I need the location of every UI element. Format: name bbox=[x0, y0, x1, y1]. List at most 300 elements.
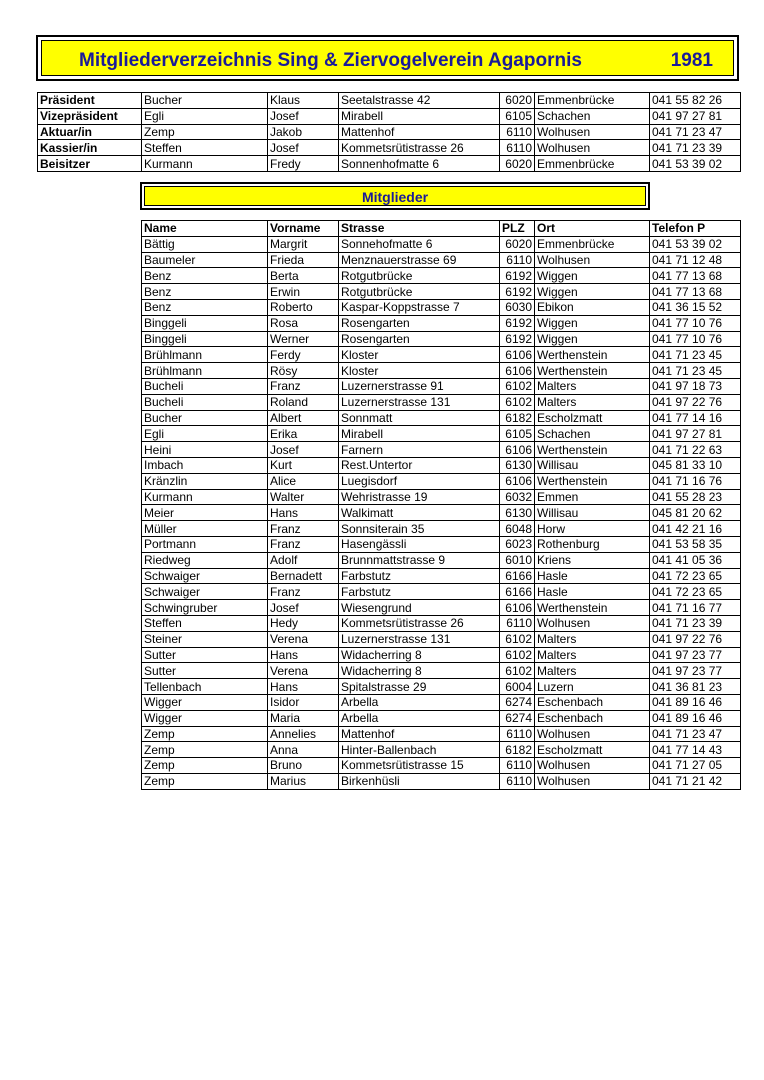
member-vorname: Verena bbox=[268, 631, 339, 647]
member-telefon: 041 97 22 76 bbox=[650, 394, 741, 410]
member-ort: Werthenstein bbox=[535, 363, 650, 379]
member-name: Heini bbox=[142, 442, 268, 458]
member-strasse: Rotgutbrücke bbox=[339, 268, 500, 284]
member-strasse: Rotgutbrücke bbox=[339, 284, 500, 300]
member-name: Kurmann bbox=[142, 489, 268, 505]
member-row bbox=[142, 284, 741, 300]
member-ort: Escholzmatt bbox=[535, 742, 650, 758]
member-telefon: 041 53 58 35 bbox=[650, 536, 741, 552]
member-telefon: 041 71 16 76 bbox=[650, 473, 741, 489]
board-vorname: Josef bbox=[268, 140, 339, 156]
member-plz: 6192 bbox=[500, 284, 535, 300]
member-telefon: 041 71 16 77 bbox=[650, 600, 741, 616]
members-heading-fill bbox=[144, 186, 646, 206]
member-ort: Eschenbach bbox=[535, 710, 650, 726]
member-telefon: 041 89 16 46 bbox=[650, 710, 741, 726]
member-strasse: Widacherring 8 bbox=[339, 647, 500, 663]
member-strasse: Walkimatt bbox=[339, 505, 500, 521]
member-strasse: Farbstutz bbox=[339, 568, 500, 584]
member-plz: 6106 bbox=[500, 363, 535, 379]
column-header-telefon: Telefon P bbox=[650, 221, 741, 237]
member-ort: Willisau bbox=[535, 505, 650, 521]
member-plz: 6130 bbox=[500, 505, 535, 521]
member-plz: 6192 bbox=[500, 315, 535, 331]
member-telefon: 045 81 33 10 bbox=[650, 457, 741, 473]
member-plz: 6130 bbox=[500, 457, 535, 473]
board-row bbox=[38, 124, 741, 140]
member-name: Schwaiger bbox=[142, 584, 268, 600]
member-ort: Werthenstein bbox=[535, 473, 650, 489]
member-strasse: Brunnmattstrasse 9 bbox=[339, 552, 500, 568]
member-plz: 6010 bbox=[500, 552, 535, 568]
member-strasse: Wiesengrund bbox=[339, 600, 500, 616]
member-row bbox=[142, 663, 741, 679]
board-row bbox=[38, 156, 741, 172]
member-strasse: Rest.Untertor bbox=[339, 457, 500, 473]
member-ort: Hasle bbox=[535, 584, 650, 600]
member-telefon: 041 77 14 43 bbox=[650, 742, 741, 758]
member-ort: Eschenbach bbox=[535, 694, 650, 710]
member-ort: Werthenstein bbox=[535, 347, 650, 363]
member-row bbox=[142, 347, 741, 363]
board-plz: 6020 bbox=[500, 156, 535, 172]
member-plz: 6048 bbox=[500, 521, 535, 537]
member-plz: 6166 bbox=[500, 568, 535, 584]
member-row bbox=[142, 600, 741, 616]
member-name: Egli bbox=[142, 426, 268, 442]
member-row bbox=[142, 710, 741, 726]
member-row bbox=[142, 252, 741, 268]
member-telefon: 041 42 21 16 bbox=[650, 521, 741, 537]
member-name: Binggeli bbox=[142, 331, 268, 347]
member-row bbox=[142, 457, 741, 473]
member-vorname: Albert bbox=[268, 410, 339, 426]
member-vorname: Hedy bbox=[268, 615, 339, 631]
member-telefon: 041 55 28 23 bbox=[650, 489, 741, 505]
member-telefon: 041 72 23 65 bbox=[650, 568, 741, 584]
member-row bbox=[142, 647, 741, 663]
member-vorname: Roberto bbox=[268, 299, 339, 315]
member-row bbox=[142, 552, 741, 568]
member-name: Binggeli bbox=[142, 315, 268, 331]
member-plz: 6110 bbox=[500, 252, 535, 268]
board-plz: 6110 bbox=[500, 124, 535, 140]
member-vorname: Werner bbox=[268, 331, 339, 347]
board-name: Egli bbox=[142, 108, 268, 124]
member-ort: Rothenburg bbox=[535, 536, 650, 552]
member-ort: Wolhusen bbox=[535, 773, 650, 789]
board-role: Aktuar/in bbox=[38, 124, 142, 140]
member-ort: Emmenbrücke bbox=[535, 236, 650, 252]
member-plz: 6182 bbox=[500, 742, 535, 758]
member-ort: Malters bbox=[535, 647, 650, 663]
member-ort: Wiggen bbox=[535, 284, 650, 300]
board-plz: 6020 bbox=[500, 93, 535, 109]
member-row bbox=[142, 473, 741, 489]
member-vorname: Kurt bbox=[268, 457, 339, 473]
member-row bbox=[142, 442, 741, 458]
member-row bbox=[142, 426, 741, 442]
member-telefon: 041 36 81 23 bbox=[650, 679, 741, 695]
member-vorname: Hans bbox=[268, 679, 339, 695]
member-plz: 6106 bbox=[500, 473, 535, 489]
board-vorname: Fredy bbox=[268, 156, 339, 172]
member-plz: 6106 bbox=[500, 442, 535, 458]
member-name: Benz bbox=[142, 284, 268, 300]
board-role: Kassier/in bbox=[38, 140, 142, 156]
member-name: Zemp bbox=[142, 758, 268, 774]
member-name: Bucheli bbox=[142, 394, 268, 410]
member-name: Zemp bbox=[142, 742, 268, 758]
member-vorname: Rosa bbox=[268, 315, 339, 331]
member-name: Müller bbox=[142, 521, 268, 537]
member-strasse: Kaspar-Koppstrasse 7 bbox=[339, 299, 500, 315]
member-row bbox=[142, 363, 741, 379]
member-plz: 6192 bbox=[500, 331, 535, 347]
member-telefon: 041 97 18 73 bbox=[650, 378, 741, 394]
member-telefon: 041 36 15 52 bbox=[650, 299, 741, 315]
member-plz: 6102 bbox=[500, 631, 535, 647]
member-ort: Werthenstein bbox=[535, 600, 650, 616]
column-header-strasse: Strasse bbox=[339, 221, 500, 237]
member-row bbox=[142, 489, 741, 505]
board-plz: 6110 bbox=[500, 140, 535, 156]
board-role: Beisitzer bbox=[38, 156, 142, 172]
board-telefon: 041 71 23 39 bbox=[650, 140, 741, 156]
member-row bbox=[142, 410, 741, 426]
board-ort: Emmenbrücke bbox=[535, 156, 650, 172]
member-vorname: Franz bbox=[268, 536, 339, 552]
member-name: Riedweg bbox=[142, 552, 268, 568]
member-name: Meier bbox=[142, 505, 268, 521]
member-telefon: 041 71 27 05 bbox=[650, 758, 741, 774]
member-telefon: 041 71 23 45 bbox=[650, 363, 741, 379]
members-heading-banner bbox=[140, 182, 650, 210]
member-telefon: 041 71 23 45 bbox=[650, 347, 741, 363]
board-strasse: Sonnenhofmatte 6 bbox=[339, 156, 500, 172]
column-header-vorname: Vorname bbox=[268, 221, 339, 237]
member-strasse: Wehristrasse 19 bbox=[339, 489, 500, 505]
member-telefon: 041 97 23 77 bbox=[650, 663, 741, 679]
member-name: Benz bbox=[142, 268, 268, 284]
members-table bbox=[141, 220, 741, 790]
member-name: Steiner bbox=[142, 631, 268, 647]
member-name: Zemp bbox=[142, 773, 268, 789]
member-vorname: Isidor bbox=[268, 694, 339, 710]
member-vorname: Annelies bbox=[268, 726, 339, 742]
member-strasse: Rosengarten bbox=[339, 315, 500, 331]
member-plz: 6102 bbox=[500, 663, 535, 679]
board-ort: Wolhusen bbox=[535, 124, 650, 140]
member-strasse: Birkenhüsli bbox=[339, 773, 500, 789]
member-plz: 6102 bbox=[500, 378, 535, 394]
member-ort: Wolhusen bbox=[535, 252, 650, 268]
board-strasse: Mattenhof bbox=[339, 124, 500, 140]
member-ort: Escholzmatt bbox=[535, 410, 650, 426]
member-telefon: 041 71 23 47 bbox=[650, 726, 741, 742]
member-row bbox=[142, 521, 741, 537]
member-telefon: 041 97 23 77 bbox=[650, 647, 741, 663]
board-role: Präsident bbox=[38, 93, 142, 109]
member-strasse: Kloster bbox=[339, 347, 500, 363]
member-telefon: 041 77 13 68 bbox=[650, 284, 741, 300]
member-telefon: 041 41 05 36 bbox=[650, 552, 741, 568]
member-vorname: Rösy bbox=[268, 363, 339, 379]
board-vorname: Klaus bbox=[268, 93, 339, 109]
member-vorname: Franz bbox=[268, 378, 339, 394]
member-row bbox=[142, 236, 741, 252]
member-plz: 6274 bbox=[500, 710, 535, 726]
member-strasse: Sonnmatt bbox=[339, 410, 500, 426]
member-plz: 6192 bbox=[500, 268, 535, 284]
member-vorname: Verena bbox=[268, 663, 339, 679]
member-strasse: Sonnehofmatte 6 bbox=[339, 236, 500, 252]
member-row bbox=[142, 505, 741, 521]
member-row bbox=[142, 726, 741, 742]
members-header-row bbox=[142, 221, 741, 237]
member-ort: Schachen bbox=[535, 426, 650, 442]
member-name: Sutter bbox=[142, 647, 268, 663]
member-plz: 6106 bbox=[500, 347, 535, 363]
board-vorname: Jakob bbox=[268, 124, 339, 140]
member-ort: Wiggen bbox=[535, 268, 650, 284]
member-ort: Malters bbox=[535, 394, 650, 410]
board-ort: Schachen bbox=[535, 108, 650, 124]
member-vorname: Anna bbox=[268, 742, 339, 758]
member-ort: Wolhusen bbox=[535, 615, 650, 631]
member-ort: Horw bbox=[535, 521, 650, 537]
member-strasse: Kommetsrütistrasse 26 bbox=[339, 615, 500, 631]
member-ort: Malters bbox=[535, 631, 650, 647]
member-row bbox=[142, 615, 741, 631]
member-plz: 6032 bbox=[500, 489, 535, 505]
member-ort: Willisau bbox=[535, 457, 650, 473]
member-name: Brühlmann bbox=[142, 363, 268, 379]
member-name: Benz bbox=[142, 299, 268, 315]
member-vorname: Franz bbox=[268, 521, 339, 537]
member-telefon: 041 97 22 76 bbox=[650, 631, 741, 647]
member-vorname: Hans bbox=[268, 647, 339, 663]
member-strasse: Menznauerstrasse 69 bbox=[339, 252, 500, 268]
member-ort: Emmen bbox=[535, 489, 650, 505]
column-header-name: Name bbox=[142, 221, 268, 237]
member-name: Sutter bbox=[142, 663, 268, 679]
member-ort: Hasle bbox=[535, 568, 650, 584]
member-telefon: 041 71 21 42 bbox=[650, 773, 741, 789]
title-banner bbox=[36, 35, 739, 81]
board-row bbox=[38, 93, 741, 109]
member-name: Imbach bbox=[142, 457, 268, 473]
member-plz: 6110 bbox=[500, 758, 535, 774]
page-title: Mitgliederverzeichnis Sing & Ziervogelverein Agapornis bbox=[79, 50, 582, 71]
member-ort: Wiggen bbox=[535, 331, 650, 347]
member-vorname: Frieda bbox=[268, 252, 339, 268]
member-strasse: Hasengässli bbox=[339, 536, 500, 552]
members-heading: Mitglieder bbox=[361, 189, 429, 205]
board-telefon: 041 55 82 26 bbox=[650, 93, 741, 109]
member-row bbox=[142, 631, 741, 647]
board-role: Vizepräsident bbox=[38, 108, 142, 124]
member-vorname: Berta bbox=[268, 268, 339, 284]
member-strasse: Mirabell bbox=[339, 426, 500, 442]
member-strasse: Spitalstrasse 29 bbox=[339, 679, 500, 695]
member-ort: Kriens bbox=[535, 552, 650, 568]
member-row bbox=[142, 378, 741, 394]
board-name: Steffen bbox=[142, 140, 268, 156]
member-plz: 6110 bbox=[500, 615, 535, 631]
member-row bbox=[142, 679, 741, 695]
board-strasse: Seetalstrasse 42 bbox=[339, 93, 500, 109]
member-name: Kränzlin bbox=[142, 473, 268, 489]
member-telefon: 041 89 16 46 bbox=[650, 694, 741, 710]
member-name: Schwingruber bbox=[142, 600, 268, 616]
member-plz: 6102 bbox=[500, 647, 535, 663]
board-telefon: 041 97 27 81 bbox=[650, 108, 741, 124]
board-plz: 6105 bbox=[500, 108, 535, 124]
member-ort: Wiggen bbox=[535, 315, 650, 331]
title-banner-fill bbox=[41, 40, 734, 76]
member-row bbox=[142, 268, 741, 284]
member-plz: 6102 bbox=[500, 394, 535, 410]
board-name: Zemp bbox=[142, 124, 268, 140]
member-ort: Malters bbox=[535, 663, 650, 679]
member-row bbox=[142, 299, 741, 315]
member-vorname: Josef bbox=[268, 442, 339, 458]
column-header-plz: PLZ bbox=[500, 221, 535, 237]
member-ort: Wolhusen bbox=[535, 726, 650, 742]
member-strasse: Rosengarten bbox=[339, 331, 500, 347]
page-year: 1981 bbox=[670, 50, 713, 71]
member-plz: 6105 bbox=[500, 426, 535, 442]
member-plz: 6166 bbox=[500, 584, 535, 600]
member-strasse: Farnern bbox=[339, 442, 500, 458]
member-strasse: Arbella bbox=[339, 710, 500, 726]
board-name: Kurmann bbox=[142, 156, 268, 172]
member-plz: 6182 bbox=[500, 410, 535, 426]
member-row bbox=[142, 773, 741, 789]
member-name: Wigger bbox=[142, 710, 268, 726]
member-strasse: Luzernerstrasse 91 bbox=[339, 378, 500, 394]
member-name: Bucheli bbox=[142, 378, 268, 394]
member-vorname: Adolf bbox=[268, 552, 339, 568]
member-ort: Luzern bbox=[535, 679, 650, 695]
member-row bbox=[142, 331, 741, 347]
member-telefon: 041 71 22 63 bbox=[650, 442, 741, 458]
member-plz: 6106 bbox=[500, 600, 535, 616]
member-plz: 6023 bbox=[500, 536, 535, 552]
member-row bbox=[142, 394, 741, 410]
member-strasse: Luzernerstrasse 131 bbox=[339, 394, 500, 410]
member-ort: Wolhusen bbox=[535, 758, 650, 774]
member-ort: Ebikon bbox=[535, 299, 650, 315]
member-telefon: 041 53 39 02 bbox=[650, 236, 741, 252]
member-row bbox=[142, 758, 741, 774]
member-vorname: Josef bbox=[268, 600, 339, 616]
member-strasse: Luzernerstrasse 131 bbox=[339, 631, 500, 647]
board-strasse: Kommetsrütistrasse 26 bbox=[339, 140, 500, 156]
board-vorname: Josef bbox=[268, 108, 339, 124]
member-name: Portmann bbox=[142, 536, 268, 552]
board-row bbox=[38, 108, 741, 124]
member-strasse: Widacherring 8 bbox=[339, 663, 500, 679]
member-row bbox=[142, 742, 741, 758]
member-strasse: Sonnsiterain 35 bbox=[339, 521, 500, 537]
member-plz: 6020 bbox=[500, 236, 535, 252]
member-row bbox=[142, 694, 741, 710]
member-vorname: Hans bbox=[268, 505, 339, 521]
member-name: Zemp bbox=[142, 726, 268, 742]
member-telefon: 041 77 14 16 bbox=[650, 410, 741, 426]
board-table bbox=[37, 92, 741, 172]
member-vorname: Erwin bbox=[268, 284, 339, 300]
member-strasse: Hinter-Ballenbach bbox=[339, 742, 500, 758]
member-vorname: Erika bbox=[268, 426, 339, 442]
member-plz: 6030 bbox=[500, 299, 535, 315]
board-ort: Emmenbrücke bbox=[535, 93, 650, 109]
board-name: Bucher bbox=[142, 93, 268, 109]
member-ort: Malters bbox=[535, 378, 650, 394]
member-vorname: Ferdy bbox=[268, 347, 339, 363]
member-row bbox=[142, 536, 741, 552]
board-strasse: Mirabell bbox=[339, 108, 500, 124]
member-plz: 6274 bbox=[500, 694, 535, 710]
member-telefon: 041 97 27 81 bbox=[650, 426, 741, 442]
member-row bbox=[142, 584, 741, 600]
member-telefon: 041 77 10 76 bbox=[650, 315, 741, 331]
member-telefon: 041 72 23 65 bbox=[650, 584, 741, 600]
member-strasse: Kommetsrütistrasse 15 bbox=[339, 758, 500, 774]
member-vorname: Walter bbox=[268, 489, 339, 505]
member-row bbox=[142, 568, 741, 584]
member-strasse: Luegisdorf bbox=[339, 473, 500, 489]
member-vorname: Margrit bbox=[268, 236, 339, 252]
member-strasse: Mattenhof bbox=[339, 726, 500, 742]
member-name: Schwaiger bbox=[142, 568, 268, 584]
member-name: Brühlmann bbox=[142, 347, 268, 363]
member-name: Bättig bbox=[142, 236, 268, 252]
board-row bbox=[38, 140, 741, 156]
member-vorname: Bernadett bbox=[268, 568, 339, 584]
member-row bbox=[142, 315, 741, 331]
member-strasse: Kloster bbox=[339, 363, 500, 379]
member-ort: Werthenstein bbox=[535, 442, 650, 458]
member-name: Bucher bbox=[142, 410, 268, 426]
board-telefon: 041 53 39 02 bbox=[650, 156, 741, 172]
member-telefon: 045 81 20 62 bbox=[650, 505, 741, 521]
member-plz: 6110 bbox=[500, 773, 535, 789]
member-telefon: 041 77 13 68 bbox=[650, 268, 741, 284]
board-telefon: 041 71 23 47 bbox=[650, 124, 741, 140]
column-header-ort: Ort bbox=[535, 221, 650, 237]
member-name: Baumeler bbox=[142, 252, 268, 268]
board-ort: Wolhusen bbox=[535, 140, 650, 156]
member-plz: 6110 bbox=[500, 726, 535, 742]
member-name: Wigger bbox=[142, 694, 268, 710]
member-vorname: Bruno bbox=[268, 758, 339, 774]
member-name: Tellenbach bbox=[142, 679, 268, 695]
member-telefon: 041 71 12 48 bbox=[650, 252, 741, 268]
member-strasse: Arbella bbox=[339, 694, 500, 710]
member-strasse: Farbstutz bbox=[339, 584, 500, 600]
member-vorname: Maria bbox=[268, 710, 339, 726]
member-plz: 6004 bbox=[500, 679, 535, 695]
member-telefon: 041 71 23 39 bbox=[650, 615, 741, 631]
member-telefon: 041 77 10 76 bbox=[650, 331, 741, 347]
member-vorname: Marius bbox=[268, 773, 339, 789]
member-name: Steffen bbox=[142, 615, 268, 631]
member-vorname: Roland bbox=[268, 394, 339, 410]
member-vorname: Franz bbox=[268, 584, 339, 600]
